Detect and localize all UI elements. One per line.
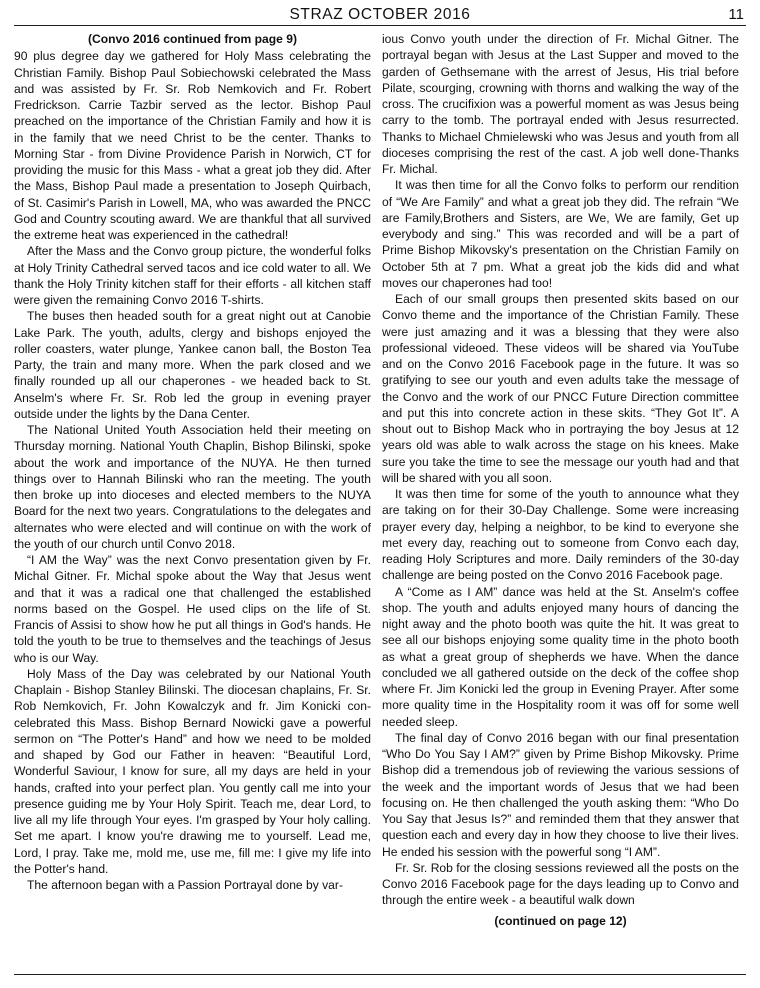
continued-from-note: (Convo 2016 continued from page 9) xyxy=(88,32,297,46)
article-paragraph: A “Come as I AM” dance was held at the St. Anselm's coffee shop. The youth and adults enjoyed many hours of dancing the night away and the photo booth was quite the hit. It was great to see all our bishops enjoying some quality time in the photo booth as what a great group of shepherds we have. When the dance concluded we all gathered outside on the deck of the coffee shop where Fr. Jim Konicki led the group in Evening Prayer. After some more quality time in the Hospitality room it was off for some well needed sleep. xyxy=(382,584,739,729)
article-paragraph: Each of our small groups then presented skits based on our Convo theme and the importance of the Christian Family. These were just amazing and it was a blessing that they were also professional videoed. These videos will be shared via YouTube and on the Convo 2016 Facebook page in the future. It was so gratifying to see our youth and even adults take the message of the Convo and the work of our PNCC Future Direction committee and put this into concrete action in these skits. “They Got It”. A shout out to Bishop Mack who in portraying the boy Jesus at 12 years old was able to walk across the stage on his knees. Make sure you take the time to see the message our youth had and that will be shared with you all soon. xyxy=(382,292,739,485)
article-column-left xyxy=(14,31,371,893)
newspaper-title: STRAZ OCTOBER 2016 xyxy=(289,6,471,23)
article-paragraph: ious Convo youth under the direction of Fr. Michal Gitner. The portrayal began with Jesus at the Last Supper and moved to the garden of Gethsemane with the arrest of Jesus, His trial before Pilate, scourging, crowning with thorns and walking the way of the cross. The crucifixion was a powerful moment as was Jesus being carry to the tomb. The portrayal ended with Jesus resurrected. Thanks to Michael Chmielewski who was Jesus and youth from all dioceses comprising the rest of the cast. A job well done-Thanks Fr. Michal. xyxy=(382,32,739,176)
article-paragraph: The buses then headed south for a great night out at Canobie Lake Park. The youth, adults, clergy and bishops enjoyed the roller coasters, water plunge, Yankee canon ball, the Boston Tea Party, the train and many more. When the park closed and we finally rounded up all our chaperones - we headed back to St. Anselm's where Fr. Sr. Rob led the group in evening prayer outside under the lights by the Dana Center. xyxy=(14,309,371,421)
article-paragraph: Holy Mass of the Day was celebrated by our National Youth Chaplain - Bishop Stanley Bilinski. The diocesan chaplains, Fr. Sr. Rob Nemkovich, Fr. John Kowalczyk and fr. Jim Konicki con-celebrated this Mass. Bishop Bernard Nowicki gave a powerful sermon on “The Potter's Hand” and how we need to be molded and shaped by God our Father in heaven: “Beautiful Lord, Wonderful Saviour, I know for sure, all my days are held in your hands, crafted into your perfect plan. You gently call me into your presence guiding me by Your Holy Spirit. Teach me, dear Lord, to live all my life through Your eyes. I'm grasped by Your holy calling. Set me apart. I know you're drawing me to yourself. Lead me, Lord, I pray. Take me, mold me, use me, fill me: I give my life into the Potter's hand. xyxy=(14,666,371,876)
article-paragraph: The afternoon began with a Passion Portrayal done by var- xyxy=(27,878,343,892)
page-number: 11 xyxy=(728,6,744,23)
header-divider xyxy=(14,25,746,26)
article-paragraph: The National United Youth Association held their meeting on Thursday morning. National Youth Chaplin, Bishop Bilinski, spoke about the work and importance of the NUYA. He then turned things over to Hannah Bilinski who ran the meeting. The youth then broke up into dioceses and elected members to the NUYA Board for the next two years. Congratulations to the delegates and alternates who were elected and will continue on with the work of the youth of our church until Convo 2018. xyxy=(14,423,371,551)
continued-on-note: (continued on page 12) xyxy=(494,913,627,928)
footer-divider xyxy=(14,974,746,975)
article-paragraph: 90 plus degree day we gathered for Holy Mass celebrating the Christian Family. Bishop Paul Sobiechowski celebrated the Mass and was assisted by Fr. Sr. Rob Nemkovich and Fr. Robert Fredrickson. Carrie Tazbir served as the lector. Bishop Paul preached on the importance of the Christian Family and how it is in the family that we need Christ to be the center. Thanks to Morning Star - from Divine Providence Parish in Norwich, CT for providing the music for this Mass - what a great job they did. After the Mass, Bishop Paul made a presentation to Joseph Quirbach, of St. Casimir's Parish in Lowell, MA, who was awarded the PNCC God and Country scouting award. We are thankful that all survived the extreme heat was experienced in the cathedral! xyxy=(14,49,371,242)
article-paragraph: “I AM the Way” was the next Convo presentation given by Fr. Michal Gitner. Fr. Michal spoke about the Way that Jesus went and that it was a radical one that challenged the established norms based on the Gospel. He used clips on the life of St. Francis of Assisi to show how he put all things in God's hands. He told the youth to be true to themselves and the teachings of Jesus who is our Way. xyxy=(14,553,371,665)
article-paragraph: It was then time for some of the youth to announce what they are taking on for their 30-Day Challenge. Some were increasing prayer every day, helping a neighbor, to be kind to everyone she met every day, reaching out to someone from Convo each day, reading Holy Scriptures and more. Daily reminders of the 30-day challenge are being posted on the Convo 2016 Facebook page. xyxy=(382,487,739,583)
article-column-right xyxy=(382,31,739,929)
article-paragraph: Fr. Sr. Rob for the closing sessions reviewed all the posts on the Convo 2016 Facebook page for the days leading up to Convo and through the entire week - a beautiful walk down xyxy=(382,860,739,908)
article-paragraph: The final day of Convo 2016 began with our final presentation “Who Do You Say I AM?” given by Prime Bishop Mikovsky. Prime Bishop did a tremendous job of reviewing the various sessions of the week and the important words of Jesus that we had been focusing on. He then challenged the youth asking them: “Who Do You Say that Jesus Is?” and reminded them that they answer that question each and every day in how they choose to live their lives. He ended his session with the powerful song “I AM”. xyxy=(382,730,739,859)
article-paragraph: It was then time for all the Convo folks to perform our rendition of “We Are Family” and what a great job they did. The refrain “We are Family,Brothers and Sisters, are We, We are family, Get up everybody and sing.” This was recorded and will be a part of Prime Bishop Mikovsky's presentation on the Christian Family on October 5th at 7 pm. What a great job the kids did and what moves our chaperones had too! xyxy=(382,178,739,290)
page-header xyxy=(14,4,746,26)
article-paragraph: After the Mass and the Convo group picture, the wonderful folks at Holy Trinity Cathedral served tacos and ice cold water to all. We thank the Holy Trinity kitchen staff for their efforts - all kitchen staff were given the remaining Convo 2016 T-shirts. xyxy=(14,244,371,307)
